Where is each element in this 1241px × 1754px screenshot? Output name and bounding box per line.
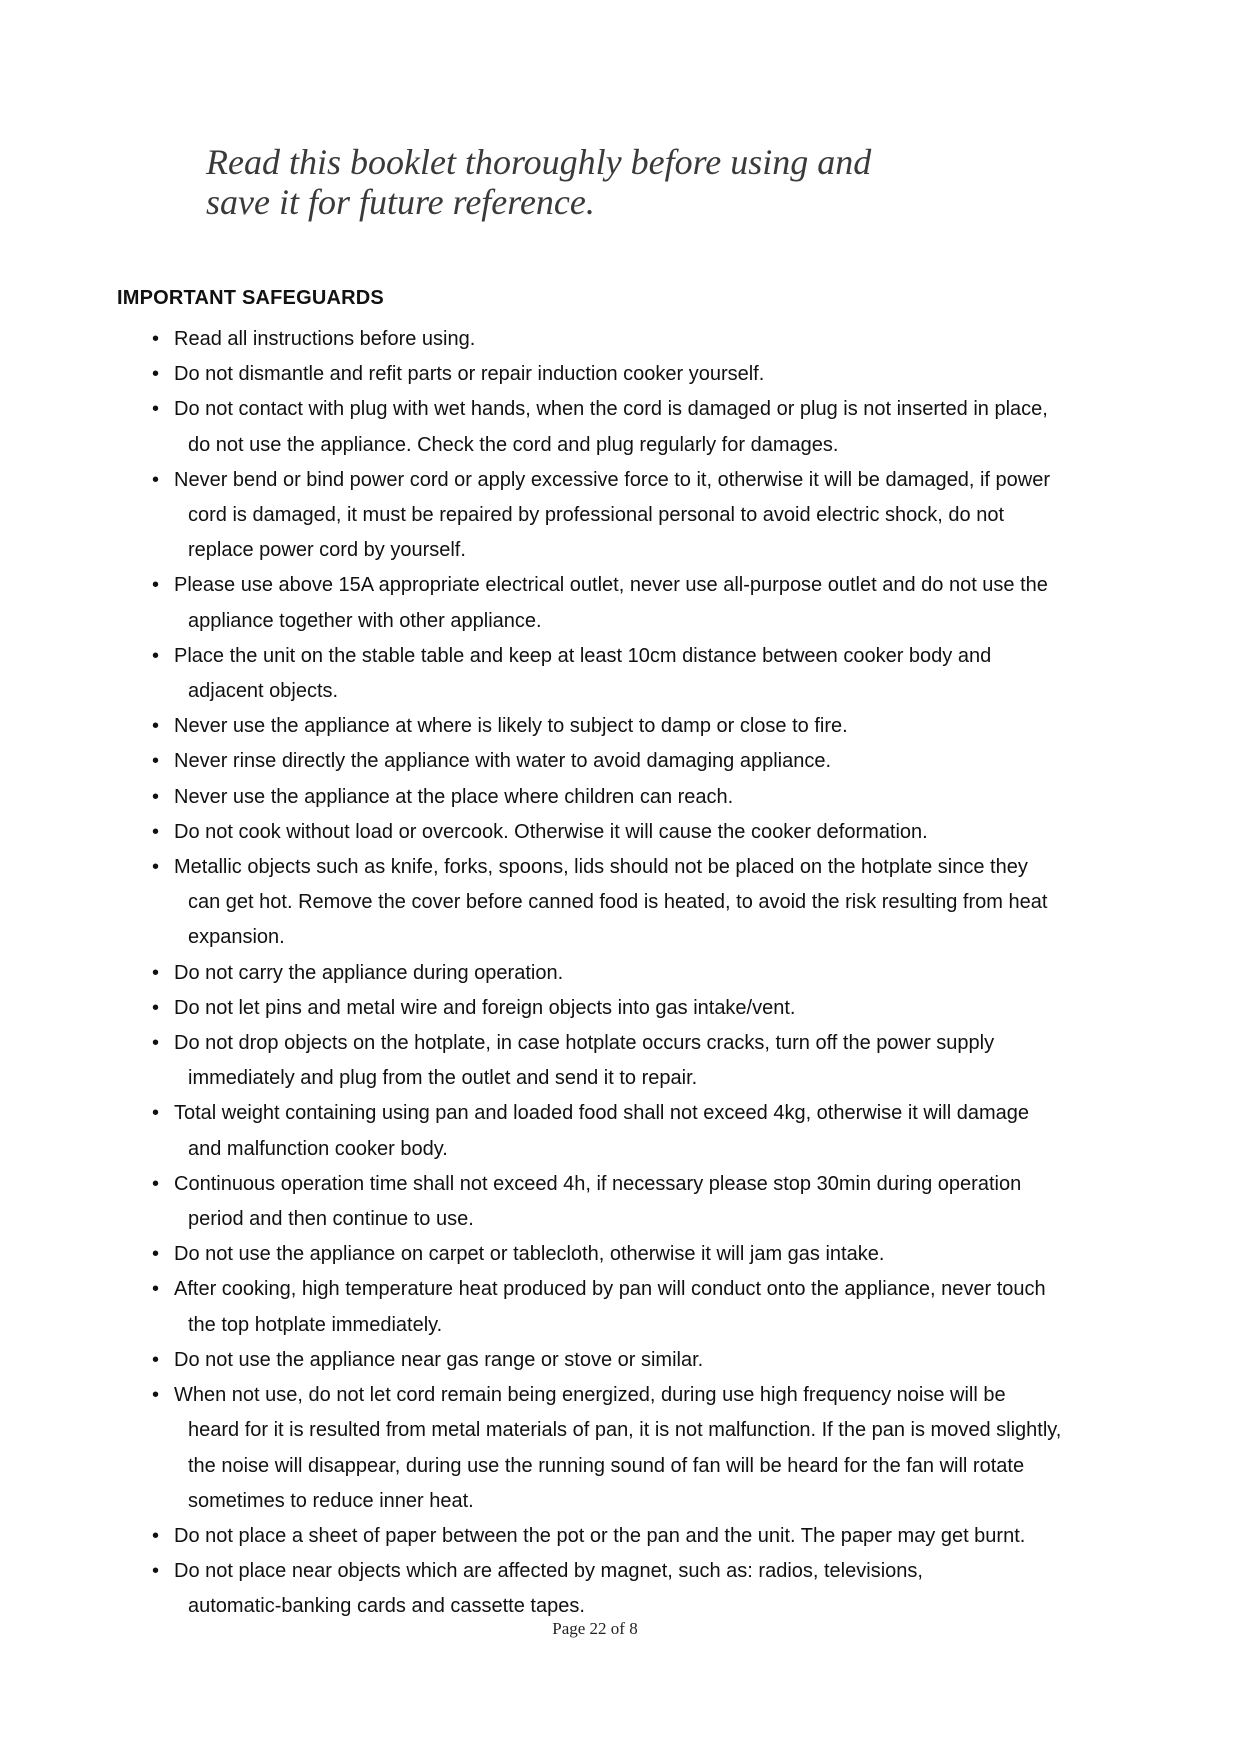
list-item-text xyxy=(174,639,1142,709)
list-item-text xyxy=(174,1026,1142,1096)
list-item-line: Read all instructions before using. xyxy=(174,328,476,350)
bullet-icon: • xyxy=(152,715,160,738)
list-item-line: Total weight containing using pan and loaded food shall not exceed 4kg, otherwise it will damage xyxy=(174,1102,1029,1125)
list-item xyxy=(152,1026,1142,1096)
list-item-line: Do not let pins and metal wire and foreign objects into gas intake/vent. xyxy=(174,996,796,1019)
list-item-line: Place the unit on the stable table and keep at least 10cm distance between cooker body and xyxy=(174,644,992,667)
list-item-line: the noise will disappear, during use the running sound of fan will be heard for the fan will rotate xyxy=(188,1454,1025,1477)
list-item-line: Do not cook without load or overcook. Otherwise it will cause the cooker deformation. xyxy=(174,820,928,843)
list-item xyxy=(152,639,1142,709)
list-item-text xyxy=(174,1237,1142,1272)
list-item xyxy=(152,956,1142,991)
list-item-line: Do not dismantle and refit parts or repair induction cooker yourself. xyxy=(174,363,765,386)
list-item xyxy=(152,1554,1142,1624)
list-item-text xyxy=(174,991,1142,1026)
list-item-text xyxy=(174,1167,1142,1237)
bullet-icon: • xyxy=(152,574,160,597)
bullet-icon: • xyxy=(152,1032,160,1055)
list-item-line: Do not use the appliance near gas range or stove or similar. xyxy=(174,1348,704,1371)
list-item xyxy=(152,744,1142,779)
list-item-text xyxy=(174,1519,1142,1554)
section-heading: IMPORTANT SAFEGUARDS xyxy=(117,287,384,309)
list-item xyxy=(152,1519,1142,1554)
list-item-text xyxy=(174,956,1142,991)
list-item-line: appliance together with other appliance. xyxy=(188,609,542,632)
list-item-text xyxy=(174,1096,1142,1166)
list-item-text xyxy=(174,780,1142,815)
bullet-icon: • xyxy=(152,398,160,421)
list-item xyxy=(152,392,1142,462)
list-item xyxy=(152,780,1142,815)
list-item-line: can get hot. Remove the cover before canned food is heated, to avoid the risk resulting from heat xyxy=(188,891,1048,914)
bullet-icon: • xyxy=(152,820,160,843)
bullet-icon: • xyxy=(152,1384,160,1407)
bullet-icon: • xyxy=(152,1560,160,1583)
list-item xyxy=(152,1096,1142,1166)
list-item-line: Do not place a sheet of paper between the pot or the pan and the unit. The paper may get burnt. xyxy=(174,1524,1026,1547)
list-item xyxy=(152,1237,1142,1272)
list-item-text xyxy=(174,322,1142,357)
list-item xyxy=(152,357,1142,392)
list-item xyxy=(152,709,1142,744)
list-item-line: Do not contact with plug with wet hands, when the cord is damaged or plug is not inserted in place, xyxy=(174,398,1048,421)
list-item-text xyxy=(174,744,1142,779)
list-item-line: the top hotplate immediately. xyxy=(188,1313,443,1336)
bullet-icon: • xyxy=(152,1278,160,1301)
list-item-line: automatic-banking cards and cassette tapes. xyxy=(188,1595,585,1618)
safeguards-list xyxy=(152,322,1142,1625)
bullet-icon: • xyxy=(152,1524,160,1547)
list-item-text xyxy=(174,1554,1142,1624)
list-item-line: heard for it is resulted from metal materials of pan, it is not malfunction. If the pan is moved slightly, xyxy=(188,1419,1062,1442)
list-item-line: period and then continue to use. xyxy=(188,1208,474,1231)
list-item xyxy=(152,815,1142,850)
bullet-icon: • xyxy=(152,750,160,773)
list-item-text xyxy=(174,392,1142,462)
list-item-text xyxy=(174,709,1142,744)
list-item-line: do not use the appliance. Check the cord and plug regularly for damages. xyxy=(188,433,839,456)
bullet-icon: • xyxy=(152,996,160,1019)
list-item-text xyxy=(174,1378,1142,1519)
list-item-text xyxy=(174,815,1142,850)
bullet-icon: • xyxy=(152,1102,160,1125)
list-item xyxy=(152,850,1142,956)
list-item-text xyxy=(174,1272,1142,1342)
list-item xyxy=(152,568,1142,638)
bullet-icon: • xyxy=(152,856,160,879)
list-item xyxy=(152,463,1142,569)
intro-line-1: Read this booklet thoroughly before using and xyxy=(206,142,872,182)
bullet-icon: • xyxy=(152,363,160,386)
list-item xyxy=(152,1167,1142,1237)
bullet-icon: • xyxy=(152,1243,160,1266)
bullet-icon: • xyxy=(152,328,160,350)
list-item-line: Never use the appliance at where is likely to subject to damp or close to fire. xyxy=(174,715,848,738)
list-item-line: immediately and plug from the outlet and send it to repair. xyxy=(188,1067,698,1090)
list-item-line: Please use above 15A appropriate electrical outlet, never use all-purpose outlet and do not use the xyxy=(174,574,1048,597)
list-item-line: expansion. xyxy=(188,926,285,949)
list-item-line: Never rinse directly the appliance with water to avoid damaging appliance. xyxy=(174,750,832,773)
list-item-line: replace power cord by yourself. xyxy=(188,539,466,562)
bullet-icon: • xyxy=(152,785,160,808)
list-item-line: Do not drop objects on the hotplate, in case hotplate occurs cracks, turn off the power supply xyxy=(174,1032,995,1055)
intro-line-2: save it for future reference. xyxy=(206,182,595,222)
list-item-line: When not use, do not let cord remain being energized, during use high frequency noise will be xyxy=(174,1384,1006,1407)
list-item-text xyxy=(174,1343,1142,1378)
list-item-line: Continuous operation time shall not exceed 4h, if necessary please stop 30min during operation xyxy=(174,1172,1022,1195)
list-item-line: After cooking, high temperature heat produced by pan will conduct onto the appliance, never touch xyxy=(174,1278,1046,1301)
list-item-text xyxy=(174,463,1142,569)
page-number: Page 22 of 8 xyxy=(552,1619,638,1638)
list-item-text xyxy=(174,568,1142,638)
list-item xyxy=(152,322,1142,357)
bullet-icon: • xyxy=(152,1172,160,1195)
bullet-icon: • xyxy=(152,468,160,491)
list-item-line: Never bend or bind power cord or apply excessive force to it, otherwise it will be damaged, if power xyxy=(174,468,1050,491)
list-item-text xyxy=(174,357,1142,392)
list-item xyxy=(152,1343,1142,1378)
list-item xyxy=(152,991,1142,1026)
list-item-line: Do not use the appliance on carpet or tablecloth, otherwise it will jam gas intake. xyxy=(174,1243,885,1266)
list-item xyxy=(152,1272,1142,1342)
bullet-icon: • xyxy=(152,1348,160,1371)
list-item-line: Metallic objects such as knife, forks, spoons, lids should not be placed on the hotplate since they xyxy=(174,856,1028,879)
list-item-line: adjacent objects. xyxy=(188,680,339,703)
list-item xyxy=(152,1378,1142,1519)
list-item-line: Do not place near objects which are affected by magnet, such as: radios, televisions, xyxy=(174,1560,923,1583)
list-item-line: Do not carry the appliance during operation. xyxy=(174,961,564,984)
intro-note xyxy=(206,142,926,222)
list-item-line: Never use the appliance at the place where children can reach. xyxy=(174,785,734,808)
list-item-line: sometimes to reduce inner heat. xyxy=(188,1489,474,1512)
bullet-icon: • xyxy=(152,961,160,984)
list-item-line: cord is damaged, it must be repaired by professional personal to avoid electric shock, do not xyxy=(188,504,1004,527)
list-item-line: and malfunction cooker body. xyxy=(188,1137,448,1160)
bullet-icon: • xyxy=(152,644,160,667)
list-item-text xyxy=(174,850,1142,956)
